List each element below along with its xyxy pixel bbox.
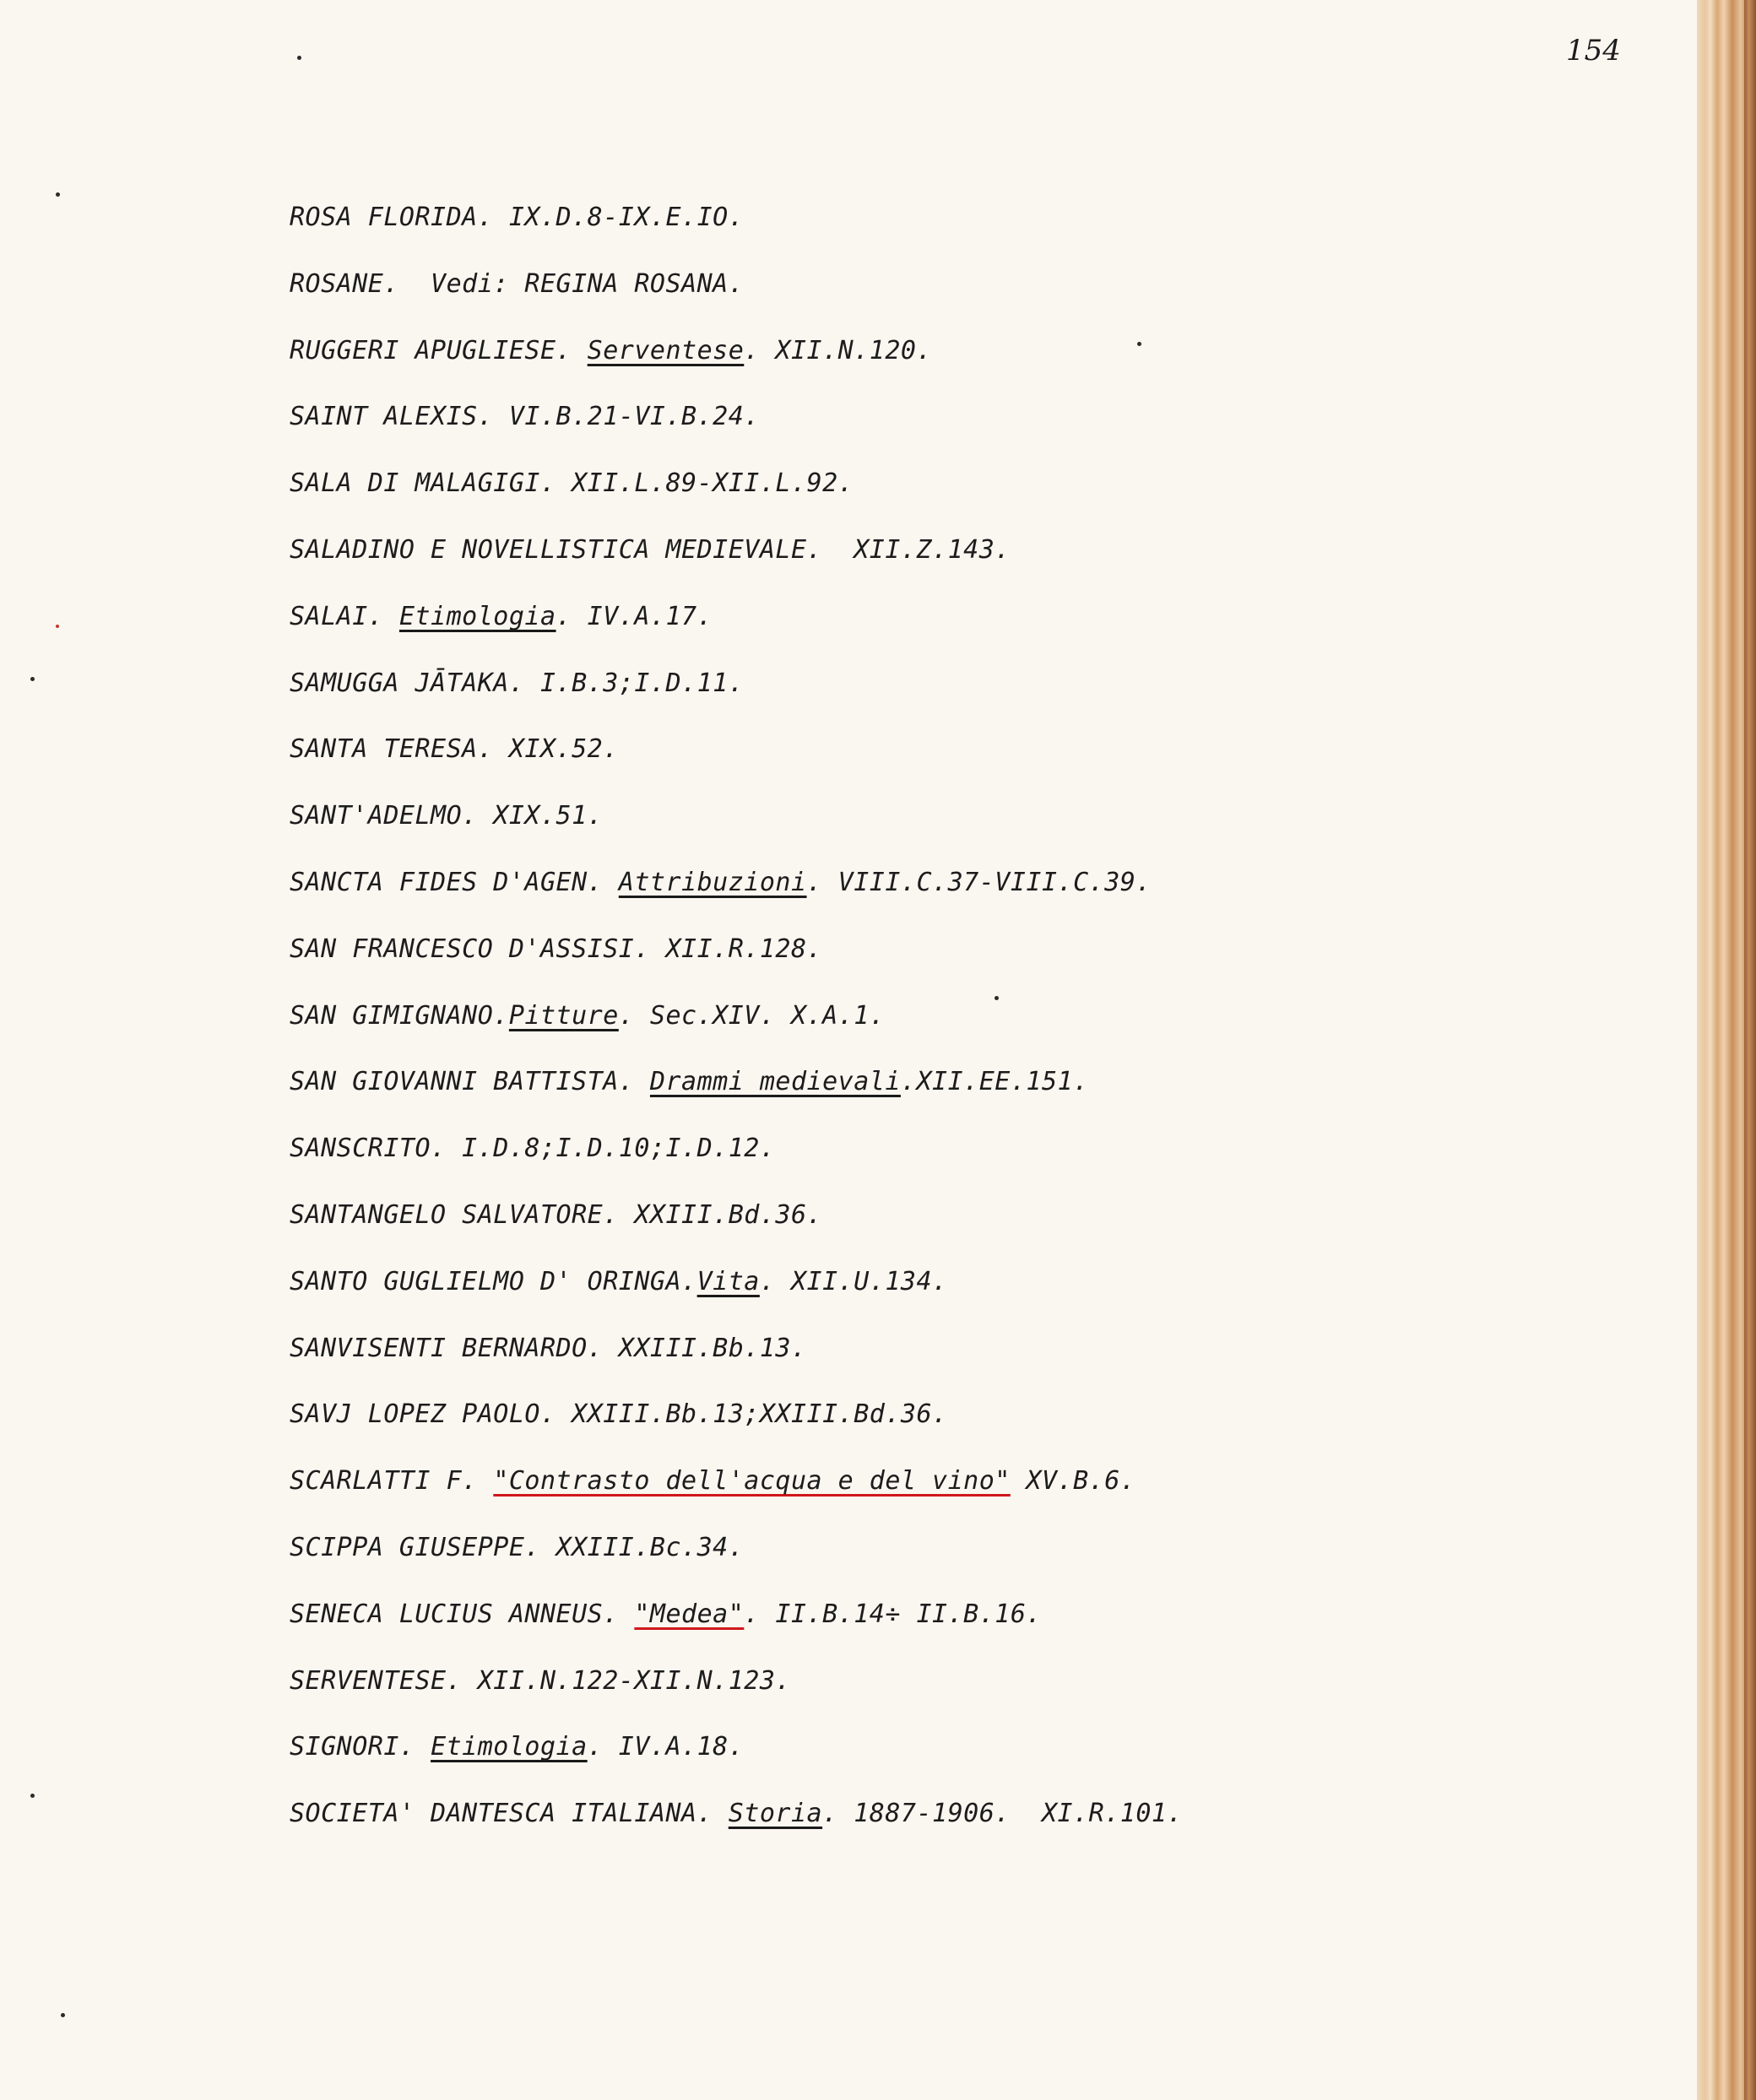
index-entry (290, 999, 885, 1033)
entry-text: . XII.U.134. (759, 1267, 948, 1296)
index-entry (290, 933, 822, 966)
index-entry (290, 1531, 744, 1565)
index-entry (290, 1132, 775, 1166)
paper-speck (995, 996, 999, 1000)
entry-text: . 1887-1906. XI.R.101. (822, 1799, 1184, 1828)
index-entry (290, 1664, 791, 1698)
entry-text: . IV.A.17. (556, 602, 713, 631)
paper-speck (30, 677, 35, 681)
entry-text: SANVISENTI BERNARDO. XXIII.Bb.13. (290, 1334, 807, 1363)
entry-text: SAVJ LOPEZ PAOLO. XXIII.Bb.13;XXIII.Bd.36. (290, 1399, 948, 1429)
index-entry (290, 400, 760, 434)
index-entry (290, 268, 744, 301)
entry-text: SCARLATTI F. (290, 1466, 494, 1496)
index-entry (290, 1199, 822, 1232)
entry-text: SANT'ADELMO. XIX.51. (290, 801, 604, 831)
index-entry (290, 1398, 948, 1432)
paper-speck (56, 192, 60, 197)
paper-speck (56, 625, 59, 628)
entry-text: . Sec.XIV. X.A.1. (618, 1001, 886, 1031)
underlined-text: "Contrasto dell'acqua e del vino" (493, 1466, 1011, 1496)
underlined-text: Attribuzioni (618, 868, 807, 897)
index-entry (290, 866, 1152, 900)
index-entry (290, 600, 713, 634)
index-entry (290, 467, 854, 501)
underlined-text: "Medea" (634, 1599, 745, 1629)
paper-speck (1137, 342, 1141, 346)
entry-text: . IV.A.18. (587, 1732, 745, 1762)
entry-text: SALA DI MALAGIGI. XII.L.89-XII.L.92. (290, 468, 854, 498)
underlined-text: Etimologia (398, 602, 556, 631)
index-entry (290, 1797, 1183, 1831)
index-entry (290, 1332, 807, 1366)
entry-text: SAMUGGA JĀTAKA. I.B.3;I.D.11. (290, 668, 745, 698)
paper-speck (30, 1794, 35, 1798)
index-entry (290, 533, 1011, 567)
entry-text: SOCIETA' DANTESCA ITALIANA. (290, 1799, 729, 1828)
index-entry (290, 733, 619, 766)
entry-text: SENECA LUCIUS ANNEUS. (290, 1599, 635, 1629)
entry-text: SALAI. (290, 602, 399, 631)
paper-speck (297, 56, 301, 60)
entry-text: .XII.EE.151. (900, 1067, 1089, 1096)
entry-text: . XII.N.120. (744, 336, 933, 365)
entry-text: SANTA TERESA. XIX.52. (290, 734, 619, 764)
entry-text: . II.B.14÷ II.B.16. (744, 1599, 1042, 1629)
entry-text: SIGNORI. (290, 1732, 431, 1762)
entry-text: ROSANE. Vedi: REGINA ROSANA. (290, 269, 745, 299)
entry-text: SANTO GUGLIELMO D' ORINGA. (290, 1267, 697, 1296)
entry-text: ROSA FLORIDA. IX.D.8-IX.E.IO. (290, 203, 745, 232)
paper-speck (61, 2013, 65, 2017)
index-entry (290, 1730, 744, 1764)
entry-text: SANSCRITO. I.D.8;I.D.10;I.D.12. (290, 1134, 776, 1163)
index-entry (290, 201, 744, 235)
entry-text: SANTANGELO SALVATORE. XXIII.Bd.36. (290, 1200, 823, 1230)
underlined-text: Storia (728, 1799, 823, 1828)
underlined-text: Etimologia (431, 1732, 588, 1762)
entry-text: SCIPPA GIUSEPPE. XXIII.Bc.34. (290, 1533, 745, 1562)
index-entry (290, 1598, 1042, 1632)
entry-text: . VIII.C.37-VIII.C.39. (806, 868, 1152, 897)
entry-text: SANCTA FIDES D'AGEN. (290, 868, 619, 897)
underlined-text: Drammi medievali (649, 1067, 901, 1096)
entry-text: SAN FRANCESCO D'ASSISI. XII.R.128. (290, 934, 823, 964)
entry-text: SAINT ALEXIS. VI.B.21-VI.B.24. (290, 402, 760, 431)
index-entry (290, 667, 744, 701)
underlined-text: Serventese (587, 336, 745, 365)
page-edge-stack (1697, 0, 1756, 2100)
index-entry (290, 799, 603, 833)
entry-text: XV.B.6. (1010, 1466, 1136, 1496)
index-entry (290, 1464, 1135, 1498)
entry-text: RUGGERI APUGLIESE. (290, 336, 588, 365)
index-entry (290, 1065, 1089, 1099)
entry-text: SERVENTESE. XII.N.122-XII.N.123. (290, 1666, 791, 1696)
entry-text: SALADINO E NOVELLISTICA MEDIEVALE. XII.Z.143. (290, 535, 1011, 565)
index-entry (290, 1265, 948, 1299)
entry-text: SAN GIMIGNANO. (290, 1001, 509, 1031)
page-number: 154 (1566, 34, 1621, 68)
underlined-text: Vita (696, 1267, 760, 1296)
underlined-text: Pitture (508, 1001, 619, 1031)
entry-text: SAN GIOVANNI BATTISTA. (290, 1067, 650, 1096)
index-entry (290, 334, 932, 368)
